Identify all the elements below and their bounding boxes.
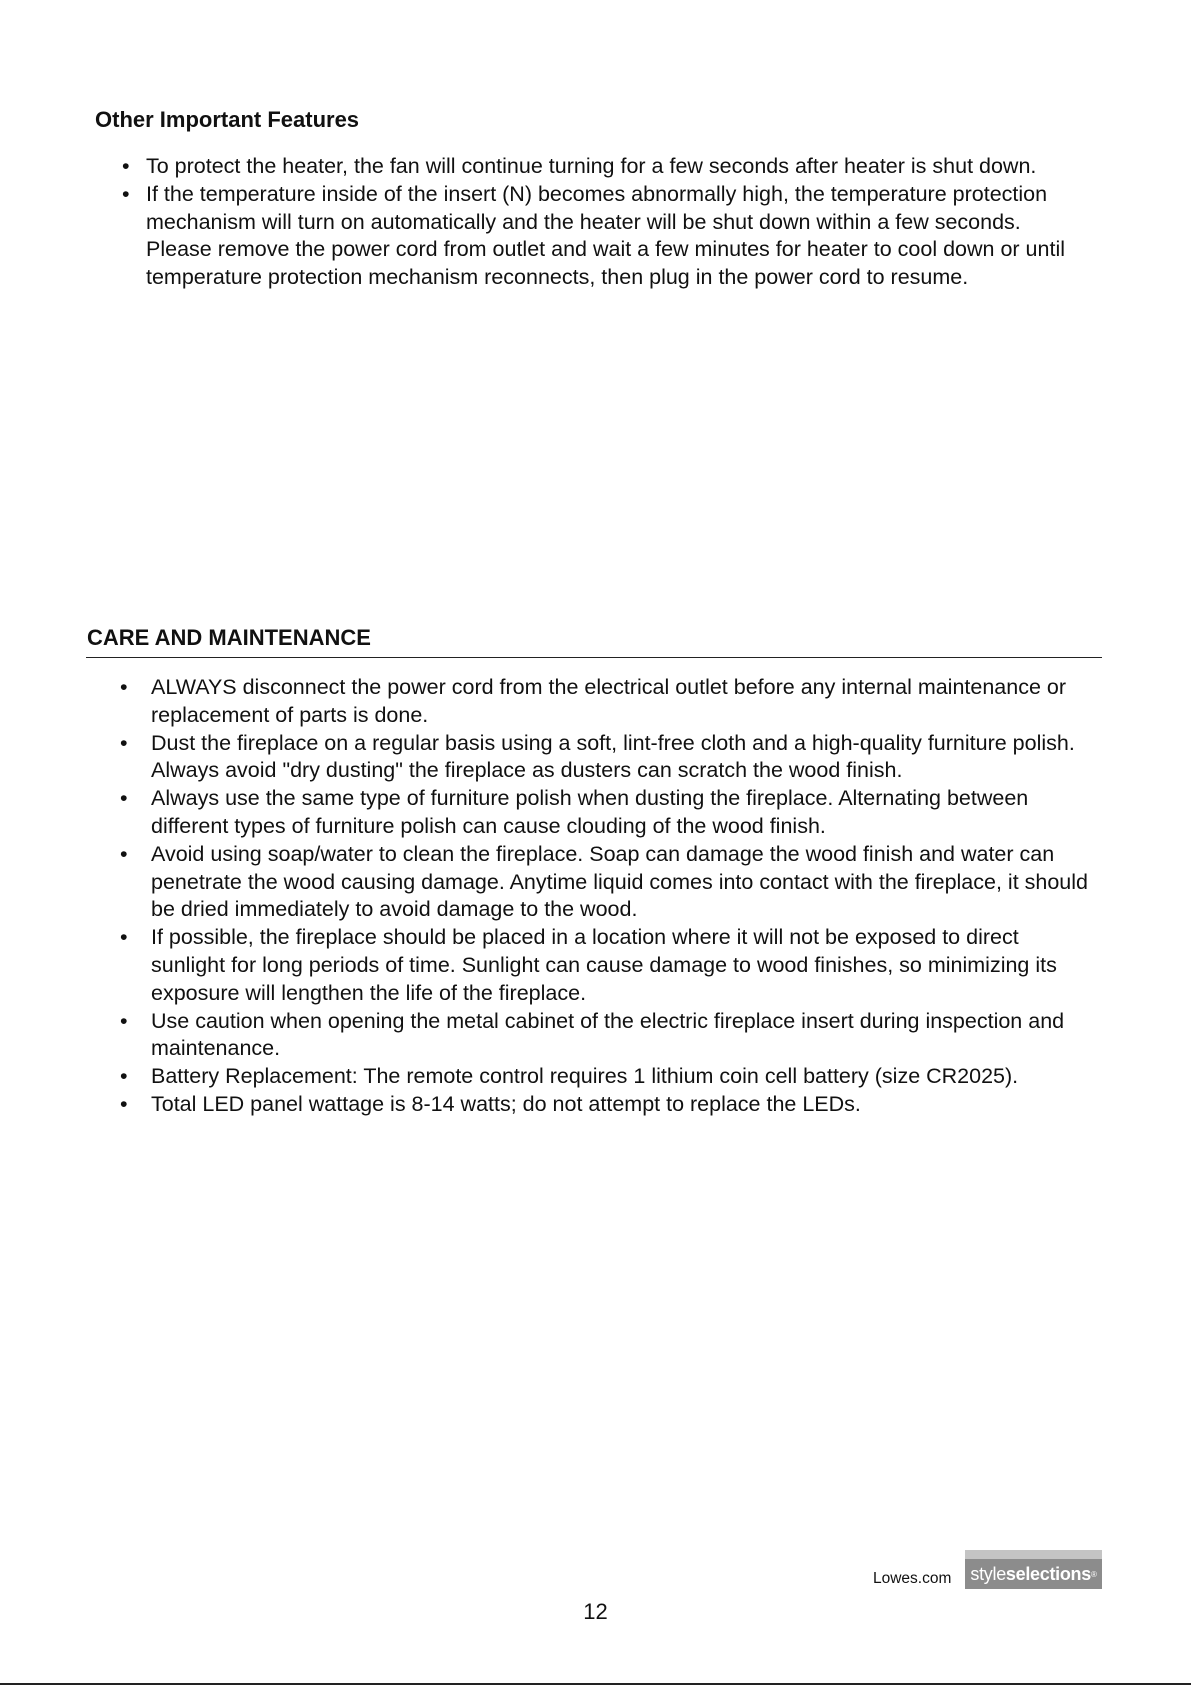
logo-text-bold: selections: [1005, 1563, 1091, 1584]
logo-trademark: ®: [1090, 1569, 1097, 1579]
logo-text-light: style: [970, 1563, 1006, 1584]
list-item: • ALWAYS disconnect the power cord from the electrical outlet before any internal maintenance or replacement of parts is done.: [120, 674, 1095, 730]
care-maintenance-list: [120, 674, 1095, 1119]
section-divider: [86, 657, 1102, 658]
list-item: • Always use the same type of furniture polish when dusting the fireplace. Alternating between different types of furniture polish can cause clouding of the wood finish.: [120, 785, 1095, 841]
list-item: • Dust the fireplace on a regular basis using a soft, lint-free cloth and a high-quality furniture polish. Always avoid "dry dusting" the fireplace as dusters can scratch the wood finish.: [120, 730, 1095, 786]
list-item: • Total LED panel wattage is 8-14 watts; do not attempt to replace the LEDs.: [120, 1091, 1095, 1119]
other-features-list: [122, 153, 1082, 292]
list-item: • Battery Replacement: The remote control requires 1 lithium coin cell battery (size CR2025).: [120, 1063, 1095, 1091]
footer-website: Lowes.com: [873, 1570, 952, 1587]
page-number: 12: [583, 1599, 608, 1624]
style-selections-logo: [965, 1550, 1102, 1589]
list-item: • If possible, the fireplace should be placed in a location where it will not be exposed to direct sunlight for long periods of time. Sunlight can cause damage to wood finishes, so minimizing its exposure will lengthen the life of the fireplace.: [120, 924, 1095, 1007]
list-item: • Use caution when opening the metal cabinet of the electric fireplace insert during inspection and maintenance.: [120, 1008, 1095, 1064]
other-features-heading: Other Important Features: [95, 107, 360, 132]
list-item: • If the temperature inside of the insert (N) becomes abnormally high, the temperature protection mechanism will turn on automatically and the heater will be shut down within a few seconds. Please remove the power cord from outlet and wait a few minutes for heater to cool down or until temperature protection mechanism reconnects, then plug in the power cord to resume.: [122, 181, 1082, 292]
list-item: • To protect the heater, the fan will continue turning for a few seconds after heater is shut down.: [122, 153, 1082, 181]
care-maintenance-heading: CARE AND MAINTENANCE: [87, 625, 371, 650]
list-item: • Avoid using soap/water to clean the fireplace. Soap can damage the wood finish and water can penetrate the wood causing damage. Anytime liquid comes into contact with the fireplace, it should be dried immediately to avoid damage to the wood.: [120, 841, 1095, 924]
